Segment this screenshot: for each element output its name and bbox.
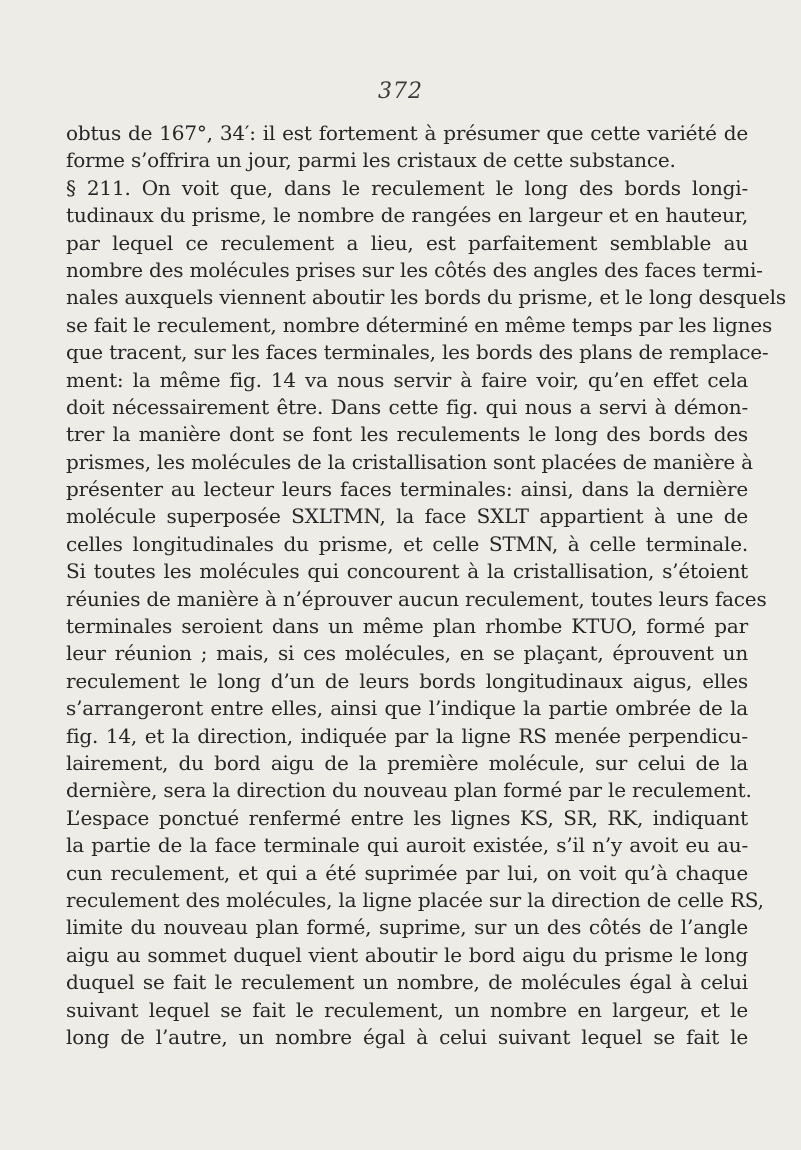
text-line: L’espace ponctué renfermé entre les lignes KS, SR, RK, indiquant (66, 805, 748, 830)
body-text (66, 120, 786, 1051)
text-line: duquel se fait le reculement un nombre, de molécules égal à celui (66, 970, 748, 995)
text-line: s’arrangeront entre elles, ainsi que l’indique la partie ombrée de la (66, 696, 748, 721)
text-line: fig. 14, et la direction, indiquée par la ligne RS menée perpendicu- (66, 723, 748, 748)
text-line: celles longitudinales du prisme, et celle STMN, à celle terminale. (66, 531, 748, 556)
text-line: lairement, du bord aigu de la première molécule, sur celui de la (66, 750, 748, 775)
text-line: long de l’autre, un nombre égal à celui suivant lequel se fait le (66, 1024, 748, 1049)
text-line: nombre des molécules prises sur les côtés des angles des faces termi- (66, 257, 763, 282)
text-line: trer la manière dont se font les reculements le long des bords des (66, 422, 748, 447)
text-line: forme s’offrira un jour, parmi les cristaux de cette substance. (66, 148, 676, 173)
text-line: aigu au sommet duquel vient aboutir le bord aigu du prisme le long (66, 942, 748, 967)
text-line: reculement des molécules, la ligne placée sur la direction de celle RS, (66, 887, 764, 912)
text-line: ment: la même fig. 14 va nous servir à faire voir, qu’en effet cela (66, 367, 748, 392)
text-line: dernière, sera la direction du nouveau plan formé par le reculement. (66, 778, 752, 803)
text-line: leur réunion ; mais, si ces molécules, en se plaçant, éprouvent un (66, 641, 748, 666)
text-line: que tracent, sur les faces terminales, les bords des plans de remplace- (66, 340, 769, 365)
text-line: tudinaux du prisme, le nombre de rangées en largeur et en hauteur, (66, 203, 748, 228)
text-line: par lequel ce reculement a lieu, est parfaitement semblable au (66, 230, 748, 255)
page-number: 372 (378, 79, 423, 104)
text-line: Si toutes les molécules qui concourent à la cristallisation, s’étoient (66, 559, 748, 584)
text-line: § 211. On voit que, dans le reculement le long des bords longi- (66, 175, 748, 200)
text-line: réunies de manière à n’éprouver aucun reculement, toutes leurs faces (66, 586, 767, 611)
text-line: suivant lequel se fait le reculement, un nombre en largeur, et le (66, 997, 748, 1022)
text-line: limite du nouveau plan formé, suprime, sur un des côtés de l’angle (66, 915, 748, 940)
text-line: molécule superposée SXLTMN, la face SXLT appartient à une de (66, 504, 748, 529)
text-line: doit nécessairement être. Dans cette fig. qui nous a servi à démon- (66, 394, 748, 419)
text-line: terminales seroient dans un même plan rhombe KTUO, formé par (66, 614, 748, 639)
text-line: prismes, les molécules de la cristallisation sont placées de manière à (66, 449, 753, 474)
text-line: obtus de 167°, 34′: il est fortement à présumer que cette variété de (66, 121, 748, 145)
text-line: la partie de la face terminale qui auroit existée, s’il n’y avoit eu au- (66, 833, 748, 858)
text-line: cun reculement, et qui a été suprimée par lui, on voit qu’à chaque (66, 860, 748, 885)
text-line: présenter au lecteur leurs faces terminales: ainsi, dans la dernière (66, 477, 748, 502)
text-line: reculement le long d’un de leurs bords longitudinaux aigus, elles (66, 668, 748, 693)
text-line: nales auxquels viennent aboutir les bords du prisme, et le long desquels (66, 285, 786, 310)
text-line: se fait le reculement, nombre déterminé en même temps par les lignes (66, 312, 773, 337)
